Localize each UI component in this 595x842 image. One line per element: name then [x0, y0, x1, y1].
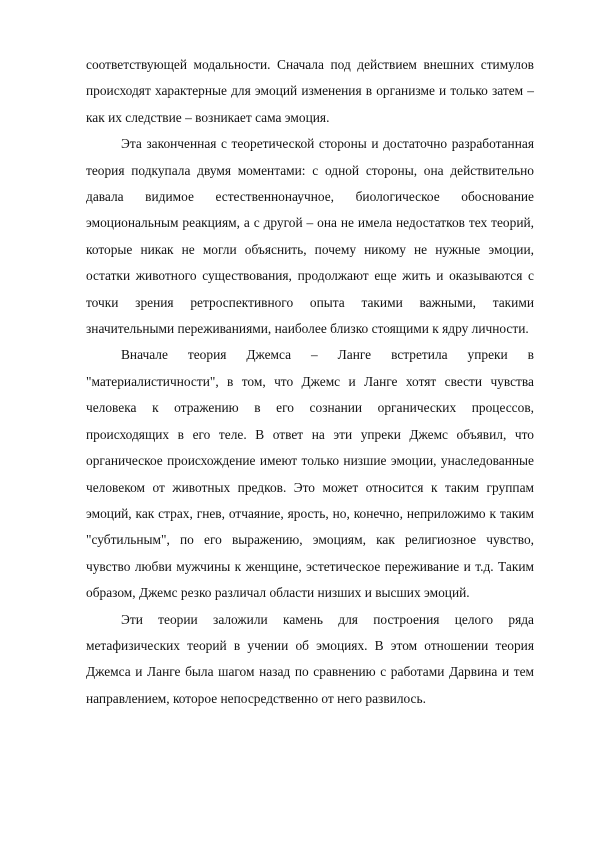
paragraph-james-lange-criticism: Вначале теория Джемса – Ланге встретила упреки в "материалистичности", в том, что Джемс и Ланге хотят свести чувства человека к отражению в его сознании органических процессов, происходящих в его теле. В ответ на эти упреки Джемс объявил, что органическое происхождение имеют только низшие эмоции, унаследованные человеком от животных предков. Это может относится к таким группам эмоций, как страх, гнев, отчаяние, ярость, но, конечно, неприложимо к таким "субтильным", по его выражению, эмоциям, как религиозное чувство, чувство любви мужчины к женщине, эстетическое переживание и т.д. Таким образом, Джемс резко различал области низших и высших эмоций.	[86, 347, 534, 601]
paragraph-metaphysical-theories: Эти теории заложили камень для построения целого ряда метафизических теорий в учении об эмоциях. В этом отношении теория Джемса и Ланге была шагом назад по сравнению с работами Дарвина и тем направлением, которое непосредственно от него развилось.	[86, 611, 534, 706]
document-body	[86, 52, 534, 712]
paragraph-continuation: соответствующей модальности. Сначала под действием внешних стимулов происходят характерные для эмоций изменения в организме и только затем – как их следствие – возникает сама эмоция.	[86, 57, 534, 125]
paragraph-theory-appeal: Эта законченная с теоретической стороны и достаточно разработанная теория подкупала двумя моментами: с одной стороны, она действительно давала видимое естественнонаучное, биологическое обоснование эмоциональным реакциям, а с другой – она не имела недостатков тех теорий, которые никак не могли объяснить, почему никому не нужные эмоции, остатки животного существования, продолжают еще жить и оказываются с точки зрения ретроспективного опыта такими важными, такими значительными переживаниями, наиболее близко стоящими к ядру личности.	[86, 136, 534, 337]
